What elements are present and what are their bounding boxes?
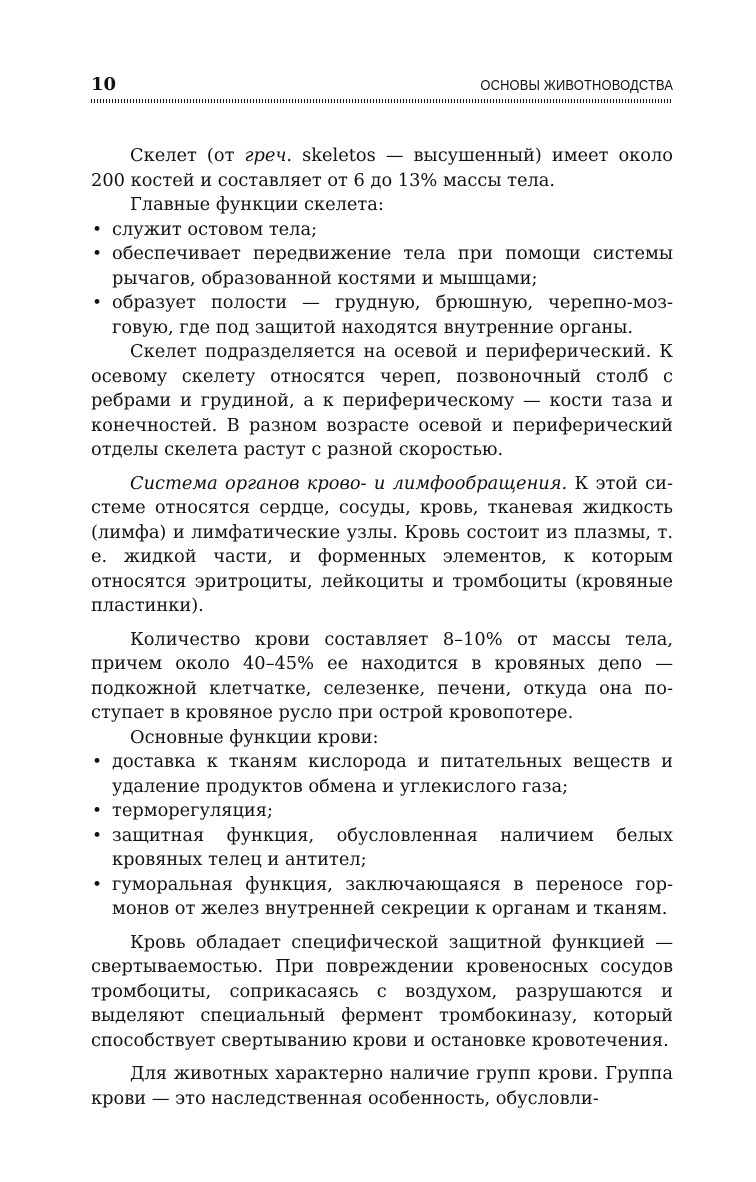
- bullet-icon: •: [92, 752, 103, 772]
- list-item: [91, 824, 673, 873]
- section-heading-inline: Система органов крово- и лимфообращения.: [130, 472, 568, 494]
- list-item-text: обеспечивает передвижение тела при помощи системы рычагов, образованной костями и мышцами;: [112, 243, 673, 289]
- text-run: . skeletos — высушенный) имеет около 200 костей и составляет от 6 до 13% массы тела.: [91, 145, 673, 191]
- list-item-text: защитная функция, обусловленная наличием белых кровяных телец и антител;: [112, 824, 673, 870]
- bullet-icon: •: [92, 293, 103, 313]
- skeleton-functions-list: [91, 218, 673, 341]
- paragraph-blood-groups: Для животных характерно наличие групп крови. Группа крови — это наследственная особенность, обусловли-: [91, 1063, 673, 1109]
- list-item: [91, 291, 673, 340]
- paragraph-skeleton-functions-lead: Главные функции скелета:: [130, 194, 384, 215]
- page-body: [91, 144, 673, 1111]
- running-header: [91, 74, 673, 104]
- paragraph-skeleton-intro: [91, 144, 673, 193]
- list-item-text: терморегуляция;: [112, 800, 273, 821]
- blood-functions-list: [91, 750, 673, 922]
- list-item-text: служит остовом тела;: [112, 218, 318, 240]
- list-item: [91, 218, 673, 243]
- header-rule: [91, 99, 673, 103]
- bullet-icon: •: [92, 874, 103, 895]
- abbreviation-greek: греч: [244, 145, 287, 166]
- bullet-icon: •: [92, 244, 103, 264]
- text-run: К этой системе относятся сердце, сосуды, кровь, тканевая жидкость (лимфа) и лимфатические узлы. Кровь состоит из плазмы, т. е. жидкой части, и форменных элементов, к которым относятся эритроциты, лейкоциты и тромбоциты (кровяные пластинки).: [91, 472, 673, 616]
- list-item-text: образует полости — грудную, брюшную, черепно-мозговую, где под защитой находятся внутренние органы.: [112, 292, 673, 338]
- list-item: [91, 750, 673, 799]
- bullet-icon: •: [92, 801, 103, 821]
- list-item: [91, 799, 673, 824]
- paragraph-skeleton-division: Скелет подразделяется на осевой и периферический. К осевому скелету относятся череп, позвоночный столб с ребрами и грудиной, а к периферическому — кости таза и конечностей. В разном возрасте осевой и периферический отделы скелета растут с разной скоростью.: [91, 341, 673, 460]
- list-item: [91, 242, 673, 291]
- bullet-icon: •: [92, 219, 103, 240]
- page-number: 10: [91, 74, 117, 95]
- list-item-text: доставка к тканям кислорода и питательных веществ и удаление продуктов обмена и углекислого газа;: [112, 751, 673, 797]
- bullet-icon: •: [92, 825, 103, 846]
- running-title: ОСНОВЫ ЖИВОТНОВОДСТВА: [480, 77, 673, 94]
- list-item-text: гуморальная функция, заключающаяся в переносе гормонов от желез внутренней секреции к органам и тканям.: [112, 873, 673, 919]
- list-item: [91, 873, 673, 922]
- text-run: Скелет (от: [130, 145, 245, 166]
- paragraph-blood-volume: Количество крови составляет 8–10% от массы тела, причем около 40–45% ее находится в кровяных депо — подкожной клетчатке, селезенке, печени, откуда она поступает в кровяное русло при острой кровопотере.: [91, 628, 673, 723]
- paragraph-circulatory-system: [91, 472, 673, 619]
- paragraph-blood-functions-lead: Основные функции крови:: [130, 726, 379, 748]
- paragraph-blood-clotting: Кровь обладает специфической защитной функцией — свертываемостью. При повреждении кровеносных сосудов тромбоциты, соприкасаясь с воздухом, разрушаются и выделяют специальный фермент тромбокиназу, который способствует свертыванию крови и остановке кровотечения.: [91, 931, 673, 1051]
